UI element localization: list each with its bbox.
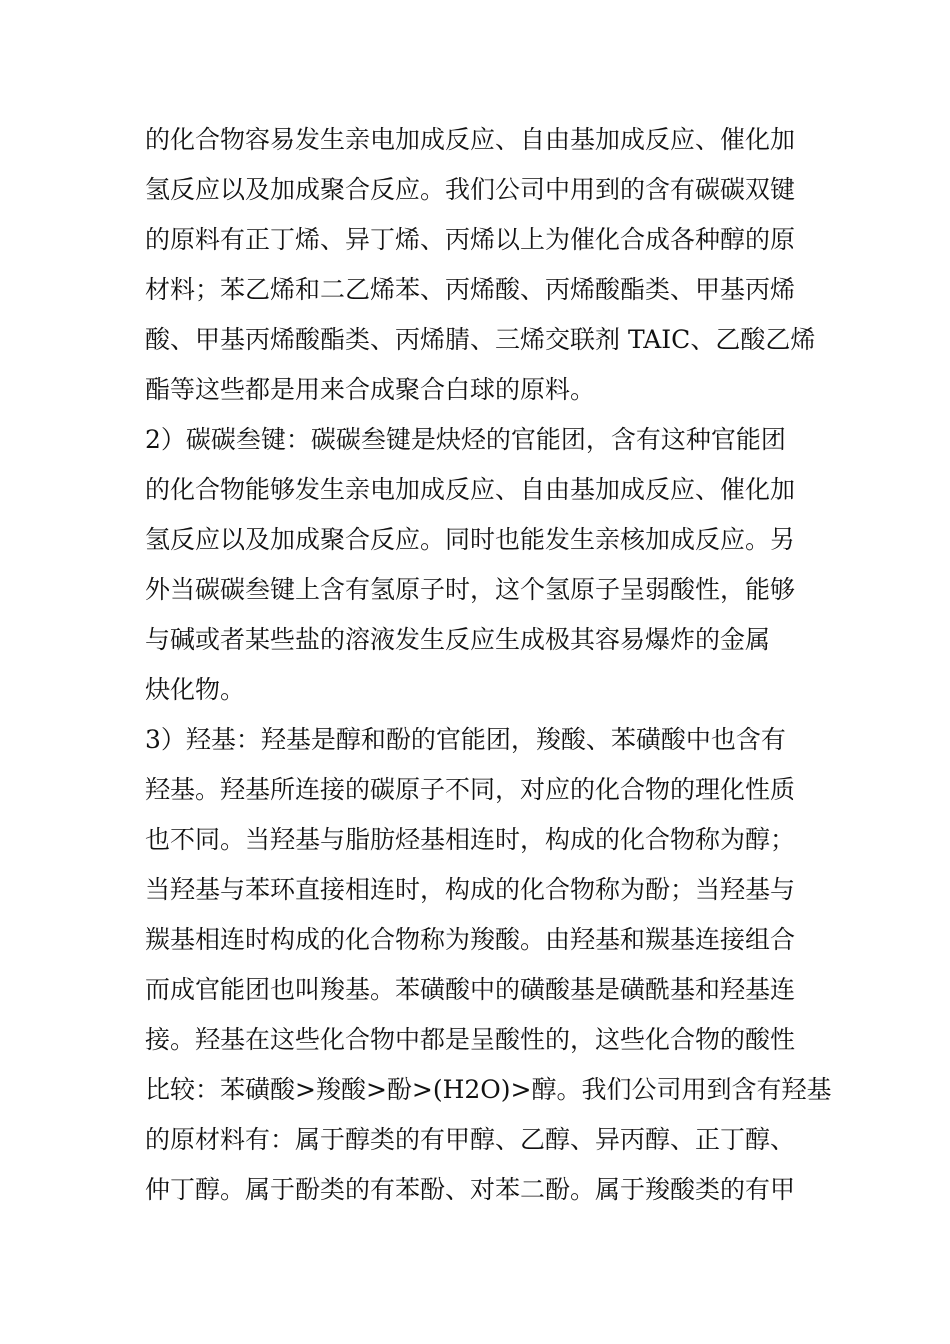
text-line: 3）羟基：羟基是醇和酚的官能团，羧酸、苯磺酸中也含有 xyxy=(145,725,786,754)
text-line: 的化合物容易发生亲电加成反应、自由基加成反应、催化加 xyxy=(145,125,796,154)
text-line: 当羟基与苯环直接相连时，构成的化合物称为酚；当羟基与 xyxy=(145,875,796,904)
text-line: 氢反应以及加成聚合反应。同时也能发生亲核加成反应。另 xyxy=(145,525,796,554)
text-line: 氢反应以及加成聚合反应。我们公司中用到的含有碳碳双键 xyxy=(145,175,796,204)
text-line: 酸、甲基丙烯酸酯类、丙烯腈、三烯交联剂 TAIC、乙酸乙烯 xyxy=(145,325,816,354)
text-line: 的原材料有：属于醇类的有甲醇、乙醇、异丙醇、正丁醇、 xyxy=(145,1125,796,1154)
text-line: 仲丁醇。属于酚类的有苯酚、对苯二酚。属于羧酸类的有甲 xyxy=(145,1175,796,1204)
text-line: 的原料有正丁烯、异丁烯、丙烯以上为催化合成各种醇的原 xyxy=(145,225,796,254)
body-text xyxy=(145,115,832,1215)
text-line: 接。羟基在这些化合物中都是呈酸性的，这些化合物的酸性 xyxy=(145,1025,796,1054)
text-line: 与碱或者某些盐的溶液发生反应生成极其容易爆炸的金属 xyxy=(145,625,771,654)
text-line: 而成官能团也叫羧基。苯磺酸中的磺酸基是磺酰基和羟基连 xyxy=(145,975,796,1004)
text-line: 比较：苯磺酸>羧酸>酚>(H2O)>醇。我们公司用到含有羟基 xyxy=(145,1075,832,1104)
text-line: 2）碳碳叁键：碳碳叁键是炔烃的官能团，含有这种官能团 xyxy=(145,425,786,454)
text-line: 也不同。当羟基与脂肪烃基相连时，构成的化合物称为醇； xyxy=(145,825,796,854)
text-line: 外当碳碳叁键上含有氢原子时，这个氢原子呈弱酸性，能够 xyxy=(145,575,796,604)
text-line: 羟基。羟基所连接的碳原子不同，对应的化合物的理化性质 xyxy=(145,775,796,804)
text-line: 羰基相连时构成的化合物称为羧酸。由羟基和羰基连接组合 xyxy=(145,925,796,954)
text-line: 的化合物能够发生亲电加成反应、自由基加成反应、催化加 xyxy=(145,475,796,504)
text-line: 炔化物。 xyxy=(145,675,246,704)
text-line: 酯等这些都是用来合成聚合白球的原料。 xyxy=(145,375,596,404)
text-line: 材料；苯乙烯和二乙烯苯、丙烯酸、丙烯酸酯类、甲基丙烯 xyxy=(145,275,796,304)
